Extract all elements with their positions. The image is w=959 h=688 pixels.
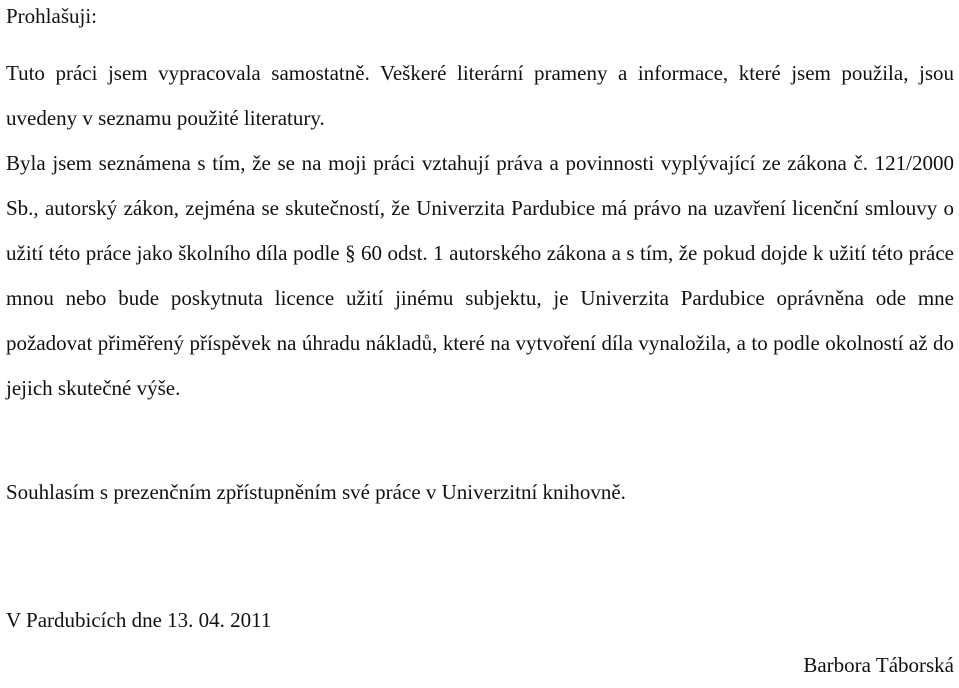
declaration-heading: Prohlašuji:	[6, 4, 98, 28]
library-consent-statement: Souhlasím s prezenčním zpřístupněním své práce v Univerzitní knihovně.	[6, 480, 626, 504]
author-name: Barbora Táborská	[803, 653, 954, 677]
place-and-date: V Pardubicích dne 13. 04. 2011	[6, 608, 272, 632]
declaration-paragraph-copyright: Byla jsem seznámena s tím, že se na moji práci vztahují práva a povinnosti vyplývající ze zákona č. 121/2000 Sb., autorský zákon, zejména se skutečností, že Univerzita Pardubice má právo na uzavření licenční smlouvy o užití této práce jako školního díla podle § 60 odst. 1 autorského zákona a s tím, že pokud dojde k užití této práce mnou nebo bude poskytnuta licence užití jinému subjektu, je Univerzita Pardubice oprávněna ode mne požadovat přiměřený příspěvek na úhradu nákladů, které na vytvoření díla vynaložila, a to podle okolností až do jejich skutečné výše.	[6, 151, 954, 400]
declaration-paragraph-independent-work: Tuto práci jsem vypracovala samostatně. Veškeré literární prameny a informace, které jsem použila, jsou uvedeny v seznamu použité literatury.	[6, 61, 954, 130]
